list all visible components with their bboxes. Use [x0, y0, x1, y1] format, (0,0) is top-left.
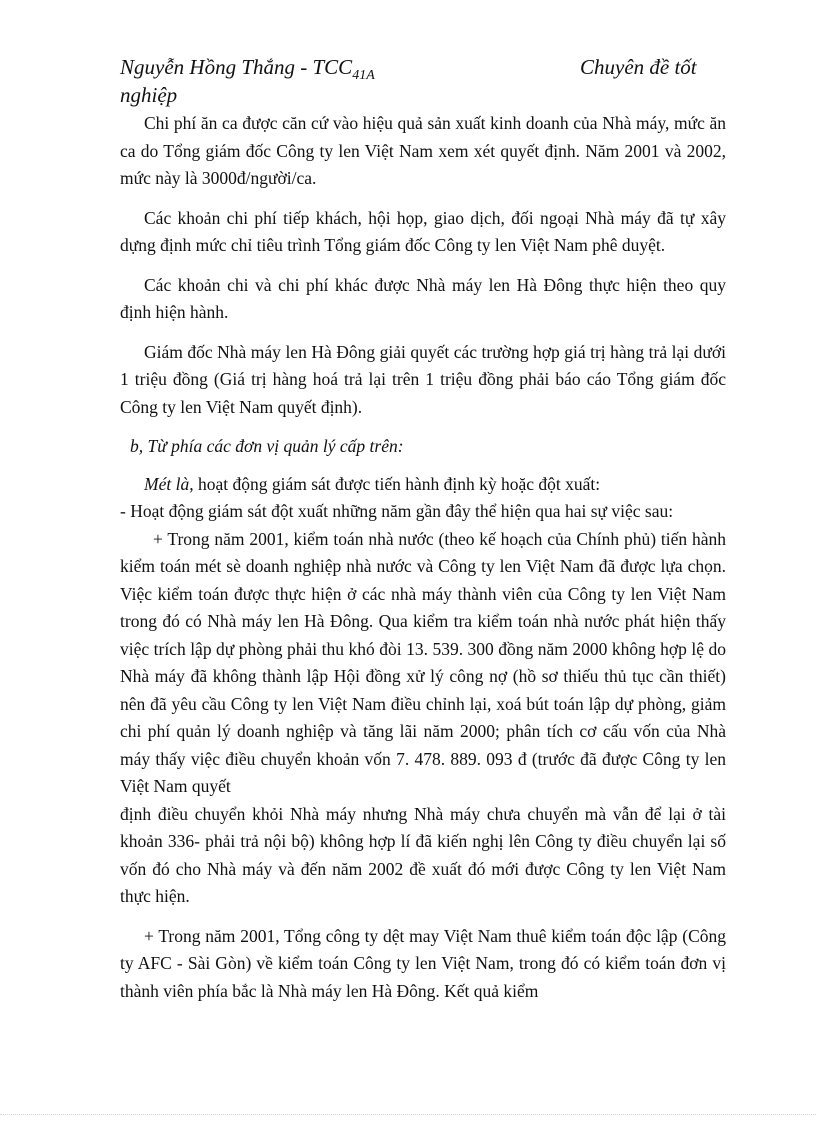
header-author-class: 41A [352, 68, 375, 83]
header-title: Chuyên đề tốt [580, 55, 697, 79]
document-body [120, 110, 726, 1017]
paragraph-state-audit: + Trong năm 2001, kiểm toán nhà nước (theo kế hoạch của Chính phủ) tiến hành kiểm toán mét sè doanh nghiệp nhà nước và Công ty len Việt Nam đã được lựa chọn. Việc kiểm toán được thực hiện ở các nhà máy thành viên của Công ty len Việt Nam trong đó có Nhà máy len Hà Đông. Qua kiểm tra kiểm toán nhà nước phát hiện thấy việc trích lập dự phòng phải thu khó đòi 13. 539. 300 đồng năm 2000 không hợp lệ do Nhà máy đã không thành lập Hội đồng xử lý công nợ (hồ sơ thiếu thủ tục cần thiết) nên đã yêu cầu Công ty len Việt Nam điều chỉnh lại, xoá bút toán lập dự phòng, giảm chi phí quản lý doanh nghiệp và tăng lãi năm 2000; phân tích cơ cấu vốn của Nhà máy thấy việc điều chuyển khoản vốn 7. 478. 889. 093 đ (trước đã được Công ty len Việt Nam quyết [120, 528, 726, 796]
paragraph-meal-cost: Chi phí ăn ca được căn cứ vào hiệu quả sản xuất kinh doanh của Nhà máy, mức ăn ca do Tổng giám đốc Công ty len Việt Nam xem xét quyết định. Năm 2001 và 2002, mức này là 3000đ/người/ca. [120, 113, 726, 188]
lead-phrase: Mét là, [144, 473, 194, 494]
paragraph-independent-audit: + Trong năm 2001, Tổng công ty dệt may Việt Nam thuê kiểm toán độc lập (Công ty AFC - Sài Gòn) về kiểm toán Công ty len Việt Nam, trong đó có kiểm toán đơn vị thành viên phía bắc là Nhà máy len Hà Đông. Kết quả kiểm [120, 925, 726, 1001]
paragraph-reception-cost: Các khoản chi phí tiếp khách, hội họp, giao dịch, đối ngoại Nhà máy đã tự xây dựng định mức chỉ tiêu trình Tổng giám đốc Công ty len Việt Nam phê duyệt. [120, 207, 726, 255]
section-subheading: b, Từ phía các đơn vị quản lý cấp trên: [130, 436, 404, 456]
lead-rest: hoạt động giám sát được tiến hành định kỳ hoặc đột xuất: [193, 473, 601, 494]
header-author-name: Nguyễn Hồng Thắng - TCC [120, 55, 353, 79]
header-title-wrap: nghiệp [120, 83, 178, 107]
paragraph-supervision-list: - Hoạt động giám sát đột xuất những năm gần đây thể hiện qua hai sự việc sau: [120, 501, 674, 521]
paragraph-state-audit-cont: định điều chuyển khỏi Nhà máy nhưng Nhà máy chưa chuyển mà vẫn để lại ở tài khoản 336- phải trả nội bộ) không hợp lí đã kiến nghị lên Công ty điều chuyển lại số vốn đó cho Nhà máy và đến năm 2002 đề xuất đó mới được Công ty len Việt Nam thực hiện. [120, 803, 726, 906]
page-bottom-border [0, 1114, 816, 1115]
paragraph-supervision-intro [120, 471, 726, 499]
paragraph-other-cost: Các khoản chi và chi phí khác được Nhà máy len Hà Đông thực hiện theo quy định hiện hành. [120, 274, 726, 322]
paragraph-returned-goods: Giám đốc Nhà máy len Hà Đông giải quyết các trường hợp giá trị hàng trả lại dưới 1 triệu đồng (Giá trị hàng hoá trả lại trên 1 triệu đồng phải báo cáo Tổng giám đốc Công ty len Việt Nam quyết định). [120, 341, 726, 417]
